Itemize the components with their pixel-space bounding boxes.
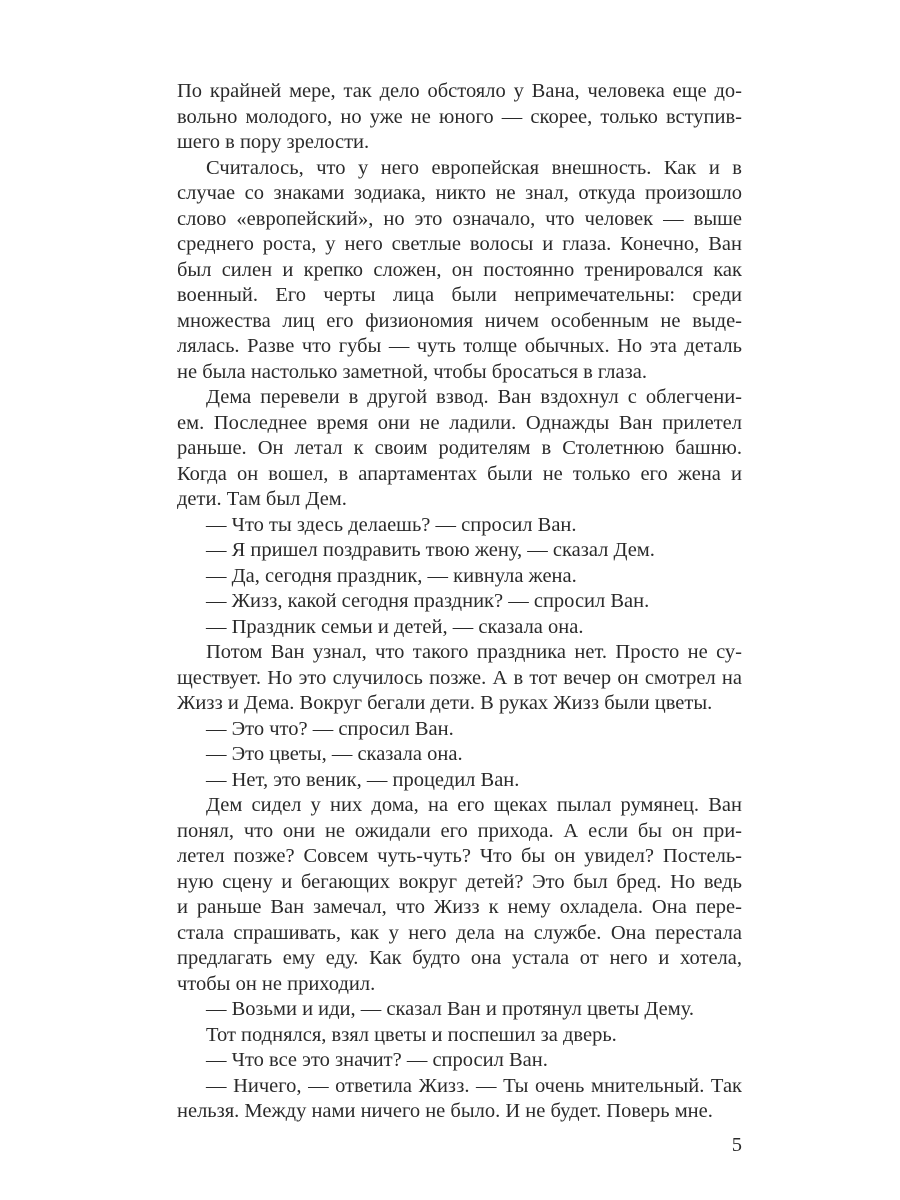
text-line: стала спрашивать, как у него дела на службе. Она перестала	[177, 921, 742, 944]
paragraph	[177, 385, 742, 513]
text-line: лялась. Разве что губы — чуть толще обычных. Но эта деталь	[177, 335, 742, 357]
text-line: — Что ты здесь делаешь? — спросил Ван.	[206, 513, 577, 536]
paragraph	[177, 1048, 742, 1074]
paragraph	[177, 513, 742, 539]
text-line: чтобы он не приходил.	[177, 972, 376, 995]
text-line: множества лиц его физиономия ничем особенным не выде-	[177, 309, 742, 332]
text-line: — Ничего, — ответила Жизз. — Ты очень мнительный. Так	[206, 1074, 742, 1097]
text-line: По крайней мере, так дело обстояло у Вана, человека еще до-	[177, 80, 742, 102]
text-line: ществует. Но это случилось позже. А в тот вечер он смотрел на	[177, 666, 742, 689]
text-line: предлагать ему еду. Как будто она устала от него и хотела,	[177, 947, 742, 969]
paragraph	[177, 564, 742, 590]
text-line: ем. Последнее время они не ладили. Однажды Ван прилетел	[177, 411, 742, 434]
text-line: — Это что? — спросил Ван.	[206, 717, 454, 740]
text-line: — Возьми и иди, — сказал Ван и протянул цветы Дему.	[206, 998, 695, 1020]
text-line: слово «европейский», но это означало, что человек — выше	[177, 207, 742, 230]
paragraph	[177, 615, 742, 641]
paragraph	[177, 589, 742, 615]
text-line: — Я пришел поздравить твою жену, — сказал Дем.	[206, 539, 655, 561]
paragraph	[177, 742, 742, 768]
text-line: — Это цветы, — сказала она.	[206, 743, 463, 765]
text-line: Считалось, что у него европейская внешность. Как и в	[206, 156, 742, 179]
text-line: летел позже? Совсем чуть-чуть? Что бы он увидел? Постель-	[177, 845, 742, 867]
text-line: среднего роста, у него светлые волосы и глаза. Конечно, Ван	[177, 233, 742, 255]
text-line: случае со знаками зодиака, никто не знал, откуда произошло	[177, 182, 742, 204]
text-line: — Что все это значит? — спросил Ван.	[206, 1049, 548, 1071]
text-line: Когда он вошел, в апартаментах были не только его жена и	[177, 462, 742, 485]
paragraph	[177, 717, 742, 743]
text-line: Потом Ван узнал, что такого праздника нет. Просто не су-	[206, 641, 742, 663]
text-line: Тот поднялся, взял цветы и поспешил за дверь.	[206, 1023, 617, 1046]
text-line: дети. Там был Дем.	[177, 488, 347, 510]
paragraph	[177, 640, 742, 717]
text-line: военный. Его черты лица были непримечательны: среди	[177, 284, 742, 306]
text-line: — Праздник семьи и детей, — сказала она.	[206, 615, 584, 638]
text-line: не была настолько заметной, чтобы бросаться в глаза.	[177, 360, 647, 383]
text-line: — Да, сегодня праздник, — кивнула жена.	[206, 564, 577, 587]
text-line: ную сцену и бегающих вокруг детей? Это был бред. Но ведь	[177, 870, 742, 893]
paragraph	[177, 997, 742, 1023]
text-line: — Жизз, какой сегодня праздник? — спросил Ван.	[206, 590, 650, 612]
text-line: Жизз и Дема. Вокруг бегали дети. В руках Жизз были цветы.	[177, 692, 713, 714]
page-number: 5	[731, 1134, 742, 1156]
body-text	[177, 79, 742, 1125]
text-line: Дем сидел у них дома, на его щеках пылал румянец. Ван	[206, 794, 742, 816]
paragraph	[177, 793, 742, 997]
paragraph	[177, 538, 742, 564]
text-line: шего в пору зрелости.	[177, 131, 370, 153]
paragraph	[177, 156, 742, 386]
paragraph	[177, 1023, 742, 1049]
paragraph	[177, 79, 742, 156]
paragraph	[177, 1074, 742, 1125]
text-line: вольно молодого, но уже не юного — скорее, только вступив-	[177, 105, 742, 128]
text-line: нельзя. Между нами ничего не было. И не будет. Поверь мне.	[177, 1100, 713, 1122]
paragraph	[177, 768, 742, 794]
text-line: и раньше Ван замечал, что Жизз к нему охладела. Она пере-	[177, 896, 742, 918]
text-line: — Нет, это веник, — процедил Ван.	[206, 768, 520, 791]
text-line: раньше. Он летал к своим родителям в Столетнюю башню.	[177, 437, 742, 459]
text-line: Дема перевели в другой взвод. Ван вздохнул с облегчени-	[206, 386, 742, 408]
text-line: понял, что они не ожидали его прихода. А если бы он при-	[177, 819, 742, 842]
text-line: был силен и крепко сложен, он постоянно тренировался как	[177, 258, 742, 281]
